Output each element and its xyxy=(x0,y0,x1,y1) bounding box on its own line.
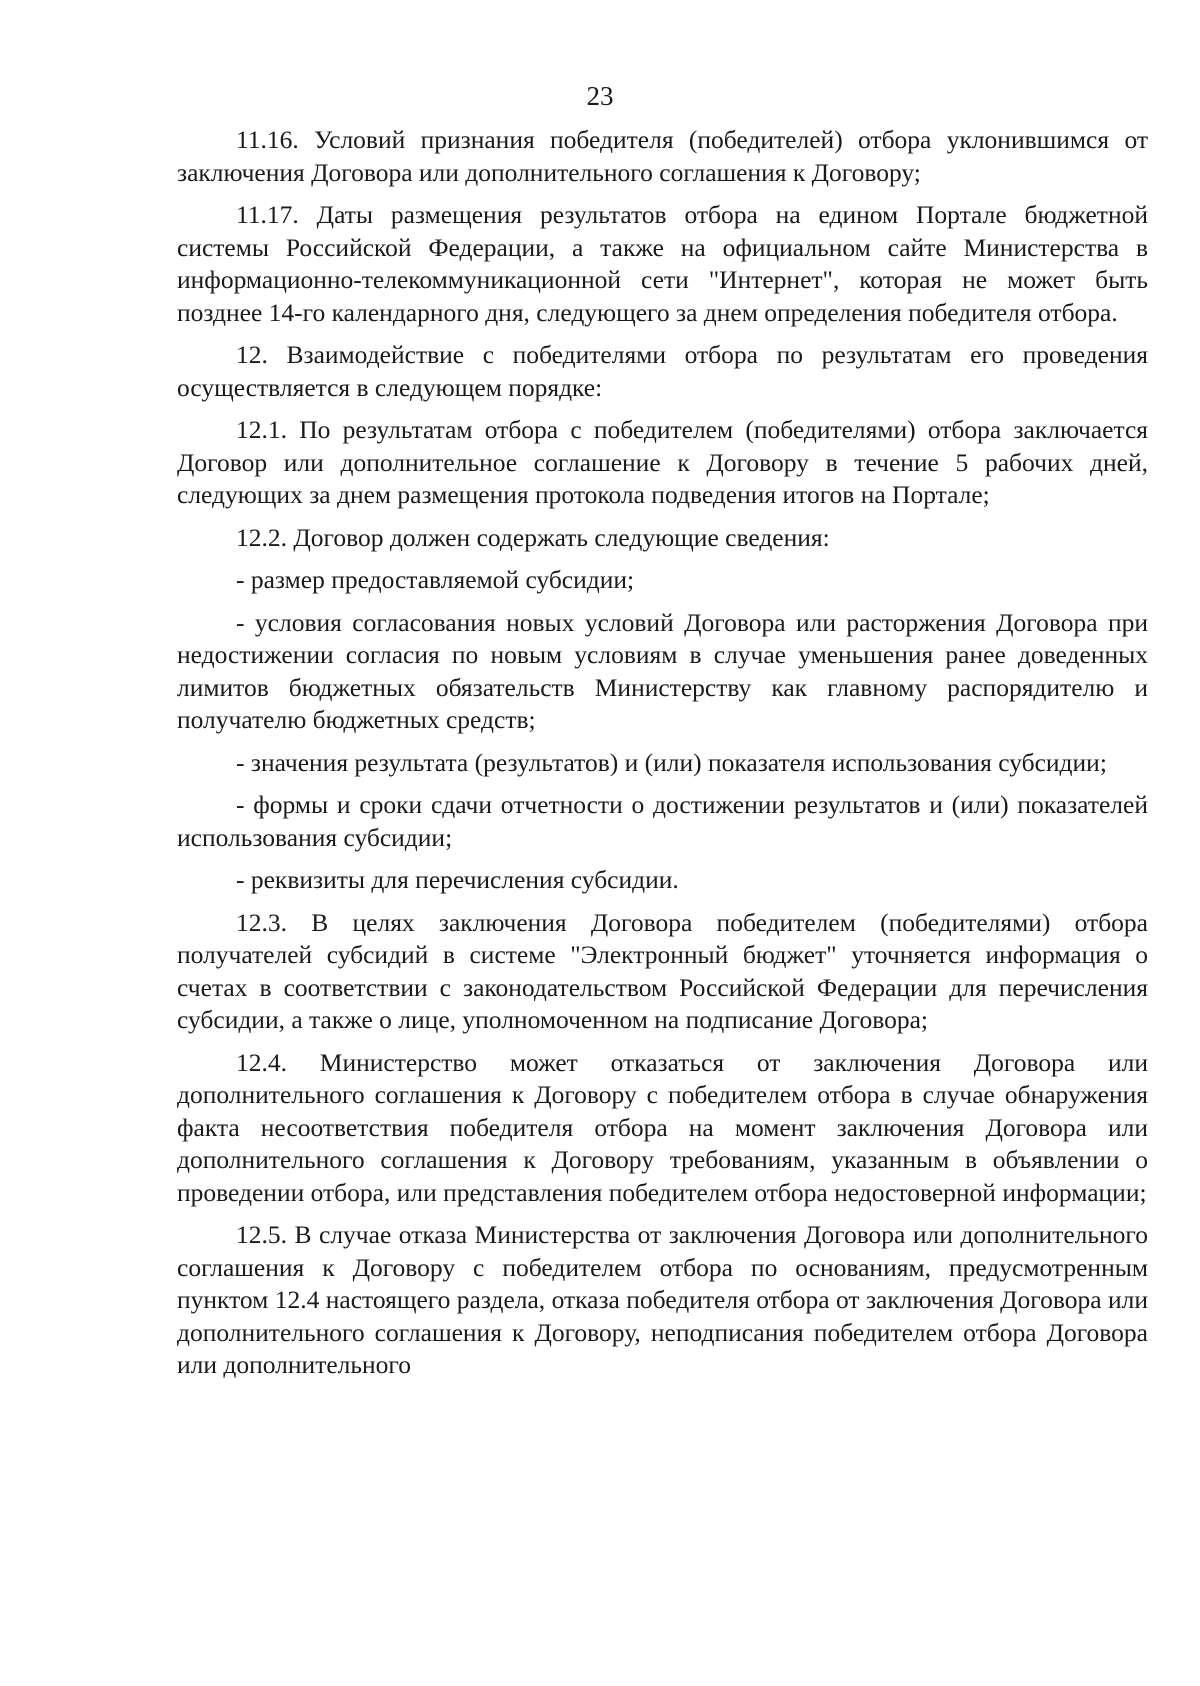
document-body xyxy=(177,124,1148,1392)
list-item-result-values: - значения результата (результатов) и (или) показателя использования субсидии; xyxy=(236,747,1107,777)
paragraph-12-5: 12.5. В случае отказа Министерства от заключения Договора или дополнительного соглашения к Договору с победителем отбора по основаниям, предусмотренным пунктом 12.4 настоящего раздела, отказа победителя отбора от заключения Договора или дополнительного соглашения к Договору, неподписания победителем отбора Договора или дополнительного xyxy=(177,1220,1148,1379)
list-item-subsidy-amount: - размер предоставляемой субсидии; xyxy=(236,565,635,594)
paragraph-12: 12. Взаимодействие с победителями отбора по результатам его проведения осуществляется в следующем порядке: xyxy=(177,340,1148,402)
paragraph-12-1: 12.1. По результатам отбора с победителем (победителями) отбора заключается Договор или дополнительное соглашение к Договору в течение 5 рабочих дней, следующих за днем размещения протокола подведения итогов на Портале; xyxy=(177,415,1148,509)
list-item-reporting-forms: - формы и сроки сдачи отчетности о достижении результатов и (или) показателей использования субсидии; xyxy=(177,790,1148,852)
paragraph-12-3: 12.3. В целях заключения Договора победителем (победителями) отбора получателей субсидий в системе "Электронный бюджет" уточняется информация о счетах в соответствии с законодательством Российской Федерации для перечисления субсидии, а также о лице, уполномоченном на подписание Договора; xyxy=(177,907,1148,1034)
page-number: 23 xyxy=(586,81,614,111)
list-item-agreement-conditions: - условия согласования новых условий Договора или расторжения Договора при недостижении согласия по новым условиям в случае уменьшения ранее доведенных лимитов бюджетных обязательств Министерству как главному распорядителю и получателю бюджетных средств; xyxy=(177,607,1148,734)
paragraph-11-17: 11.17. Даты размещения результатов отбора на едином Портале бюджетной системы Российской Федерации, а также на официальном сайте Министерства в информационно-телекоммуникационной сети "Интернет", которая не может быть позднее 14-го календарного дня, следующего за днем определения победителя отбора. xyxy=(177,200,1148,327)
list-item-bank-details: - реквизиты для перечисления субсидии. xyxy=(236,865,679,894)
paragraph-11-16: 11.16. Условий признания победителя (победителей) отбора уклонившимся от заключения Договора или дополнительного соглашения к Договору; xyxy=(177,125,1148,187)
paragraph-12-2: 12.2. Договор должен содержать следующие сведения: xyxy=(236,522,830,552)
paragraph-12-4: 12.4. Министерство может отказаться от заключения Договора или дополнительного соглашения к Договору с победителем отбора в случае обнаружения факта несоответствия победителя отбора на момент заключения Договора или дополнительного соглашения к Договору требованиям, указанным в объявлении о проведении отбора, или представления победителем отбора недостоверной информации; xyxy=(177,1047,1148,1207)
